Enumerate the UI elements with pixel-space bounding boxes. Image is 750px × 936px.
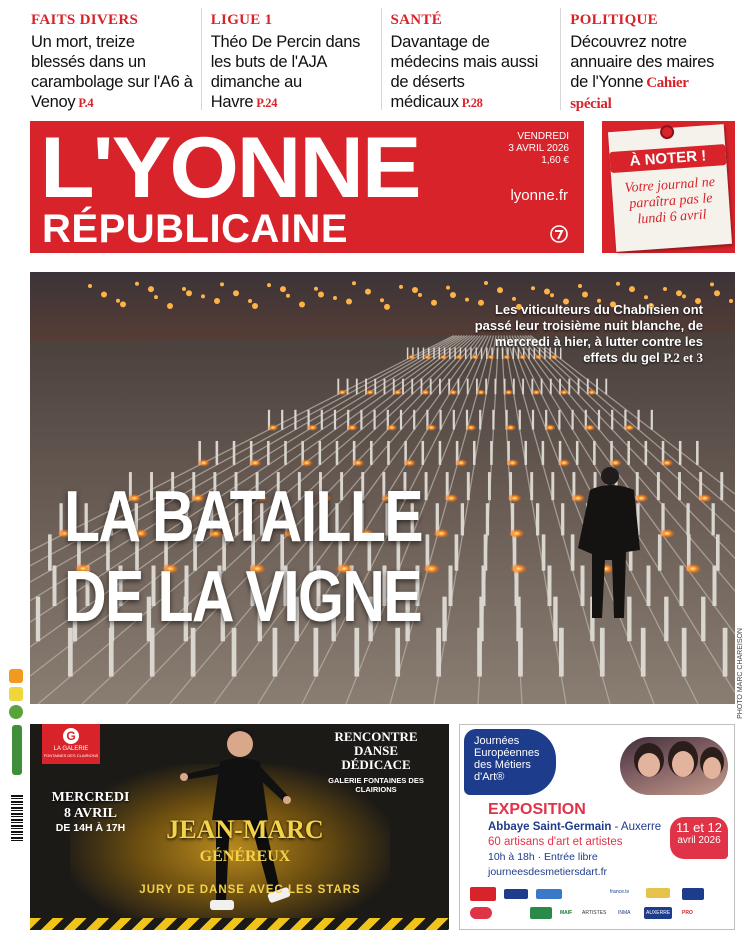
partner-label: AUXERRE xyxy=(646,910,671,916)
issue-day: VENDREDI xyxy=(517,131,569,142)
ad-photo xyxy=(620,737,728,795)
teaser-politique[interactable] xyxy=(561,8,740,110)
galerie-logo xyxy=(42,724,100,764)
teaser-sante[interactable] xyxy=(382,8,562,110)
notice-paper xyxy=(608,124,732,252)
republique-logo-icon xyxy=(470,887,496,901)
hero-page-ref: P.2 et 3 xyxy=(663,350,703,365)
partner-label: INMA xyxy=(618,910,631,916)
notice-text: Votre journal ne paraîtra pas le lundi 6 avril xyxy=(624,174,716,228)
website-link[interactable]: lyonne.fr xyxy=(510,187,568,204)
ad-event-type: RENCONTRE DANSE DÉDICACE xyxy=(334,729,418,772)
teaser-ligue-1[interactable] xyxy=(202,8,382,110)
cma-logo-icon xyxy=(470,907,492,919)
hero-story[interactable] xyxy=(30,272,735,704)
teaser-page: P.4 xyxy=(78,96,94,110)
issue-price: 1,60 € xyxy=(541,155,569,166)
ad-tagline: JURY DE DANSE AVEC LES STARS xyxy=(139,884,361,896)
teaser-strip xyxy=(22,8,740,110)
ad-artist-first-name: JEAN-MARC xyxy=(166,815,324,844)
sponsor-logo-icon xyxy=(646,888,670,898)
galerie-sub: FONTAINES DES CLAIRIONS xyxy=(43,753,99,758)
ad-dates-year: avril 2026 xyxy=(677,835,721,846)
ad-venue: GALERIE FONTAINES DES CLAIRIONS xyxy=(328,776,424,794)
partner-label: PRO xyxy=(682,910,693,916)
ad-dates: 11 et 12 xyxy=(675,820,723,835)
eco-badge-icon xyxy=(9,705,23,719)
hero-headline-line-2: DE LA VIGNE xyxy=(64,557,422,637)
galerie-name: LA GALERIE xyxy=(53,746,89,752)
eu-logo-icon xyxy=(682,888,704,900)
hero-headline-line-1: LA BATAILLE xyxy=(64,477,422,557)
hero-caption: Les viticulteurs du Chablisien ont passé leur troisième nuit blanche, de mercredi à hier, à lutter contre les effets du gel P.2 et 3 xyxy=(474,302,703,365)
ad-metiers-art[interactable] xyxy=(459,724,735,930)
ad-hours: DE 14H À 17H xyxy=(55,822,126,834)
notice-box xyxy=(602,121,735,253)
ad-venue: Abbaye Saint-Germain - Auxerre xyxy=(488,821,662,833)
ad-artist-last-name: GÉNÉREUX xyxy=(199,848,291,865)
photo-credit: PHOTO MARC CHAREISON xyxy=(737,628,744,719)
galerie-mark: G xyxy=(63,728,79,744)
eco-label-icon xyxy=(12,725,22,775)
teaser-category: SANTÉ xyxy=(390,12,443,28)
notice-title: À NOTER ! xyxy=(609,144,726,173)
hero-headline xyxy=(64,477,422,637)
barcode-icon xyxy=(11,795,23,843)
side-strip xyxy=(9,665,25,935)
teaser-text: Un mort, treize blessés dans un carambolage sur l'A6 à Venoy P.4 xyxy=(31,33,193,111)
teaser-page: Cahier spécial xyxy=(570,75,689,112)
teaser-category: POLITIQUE xyxy=(570,12,658,28)
partner-label: france.tv xyxy=(610,889,630,895)
ad-date-badge xyxy=(670,817,728,859)
issue-full-date: 3 AVRIL 2026 xyxy=(508,143,569,154)
credit-agricole-logo-icon xyxy=(530,907,552,919)
ad-artisans: 60 artisans d'art et artistes xyxy=(488,836,623,848)
ad-day: MERCREDI xyxy=(51,790,130,805)
ad-dance-event[interactable] xyxy=(30,724,449,930)
hazard-stripe xyxy=(30,918,449,930)
jema-heading: Journées Européennes des Métiers d'Art® xyxy=(464,729,556,795)
newspaper-title: L'YONNE xyxy=(40,120,420,216)
publisher-logo-icon xyxy=(550,225,568,243)
ad-date xyxy=(38,790,143,822)
recycling-badge-icon xyxy=(9,669,23,683)
teaser-page: P.28 xyxy=(461,96,483,110)
teaser-text: Découvrez notre annuaire des maires de l'Yonne Cahier spécial xyxy=(570,33,715,112)
ministry-logo-icon xyxy=(504,889,528,899)
teaser-text: Davantage de médecins mais aussi de déserts médicaux P.28 xyxy=(390,33,538,111)
newspaper-subtitle: RÉPUBLICAINE xyxy=(42,207,349,251)
teaser-text: Théo De Percin dans les buts de l'AJA dimanche au Havre P.24 xyxy=(210,33,361,111)
ad-hours: 10h à 18h · Entrée libre xyxy=(488,851,598,863)
ad-url[interactable]: journeesdesmetiersdart.fr xyxy=(488,866,608,878)
partner-logos xyxy=(470,885,726,925)
print-badge-icon xyxy=(9,687,23,701)
pin-icon xyxy=(660,125,675,140)
teaser-category: LIGUE 1 xyxy=(210,12,273,28)
masthead[interactable] xyxy=(30,121,584,253)
teaser-page: P.24 xyxy=(256,96,278,110)
region-logo-icon xyxy=(536,889,562,899)
partner-label: ARTISTES xyxy=(582,910,607,916)
ad-exposition: EXPOSITION xyxy=(488,801,586,818)
ad-day-date: 8 AVRIL xyxy=(63,806,118,821)
partner-label: MAIF xyxy=(560,910,573,916)
issue-date xyxy=(508,131,569,167)
teaser-faits-divers[interactable] xyxy=(22,8,202,110)
teaser-category: FAITS DIVERS xyxy=(31,12,139,28)
